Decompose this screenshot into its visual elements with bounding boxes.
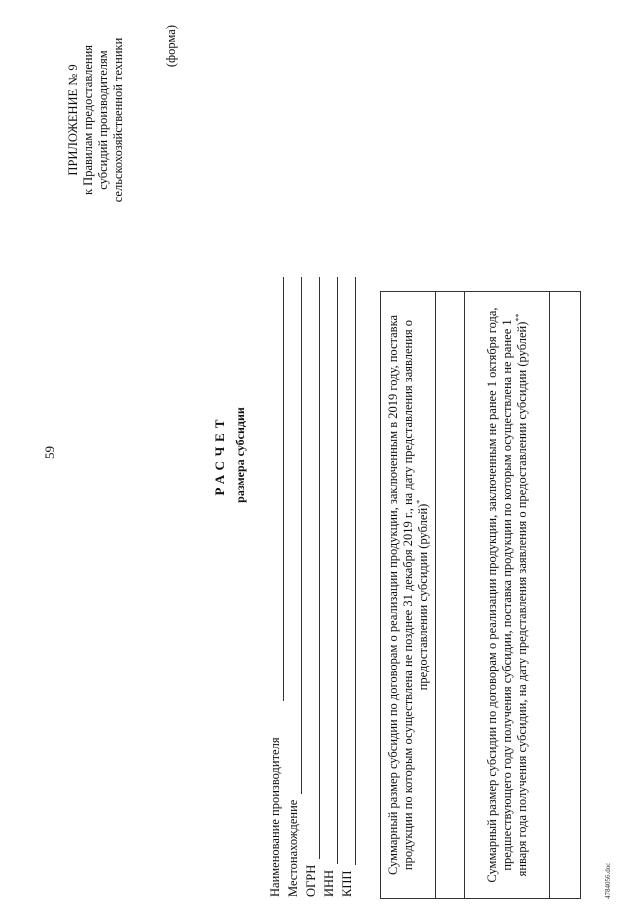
field-label: Местонахождение <box>286 799 300 897</box>
document-file-reference: 4784056.doc <box>604 862 612 899</box>
table-cell-description <box>381 292 436 899</box>
appendix-line: сельскохозяйственной техники <box>111 37 125 203</box>
document-title: РАСЧЕТ <box>212 414 227 496</box>
footnote-mark: * <box>414 499 424 504</box>
form-label: (форма) <box>164 25 178 68</box>
field-label: ИНН <box>322 869 336 897</box>
field-label: КПП <box>340 870 354 897</box>
field-producer-name <box>266 277 284 897</box>
subsidy-table <box>380 291 581 899</box>
field-label: ОГРН <box>304 864 318 897</box>
page-number: 59 <box>42 446 57 459</box>
table-cell-value[interactable] <box>550 292 581 899</box>
table-cell-description <box>465 292 550 899</box>
field-inn <box>320 277 338 897</box>
table-row <box>436 292 465 899</box>
table-row <box>381 292 436 899</box>
field-kpp <box>338 277 356 897</box>
field-label: Наименование производителя <box>268 737 282 897</box>
appendix-line: к Правилам предоставления <box>81 44 95 196</box>
field-ogrn <box>302 277 320 897</box>
table-row <box>465 292 550 899</box>
row2-text: Суммарный размер субсидии по договорам о реализации продукции, заключенным не ранее 1 октября года, предшествующего году получения субсидии, поставка продукции по которым осуществлена не ранее 1 января года получения субсидии, на дату представления заявления о предоставлении субсидии (рублей) <box>484 307 529 883</box>
footnote-mark: ** <box>513 313 523 322</box>
appendix-header <box>66 0 126 245</box>
table-cell-value[interactable] <box>436 292 465 899</box>
producer-fields <box>266 277 356 897</box>
row1-text: Суммарный размер субсидии по договорам о реализации продукции, заключенным в 2019 году, поставка продукции по которым осуществлена не позднее 31 декабря 2019 г., на дату представления заявления о предоставлении субсидии (рублей) <box>385 315 430 875</box>
ogrn-fill-line[interactable] <box>305 277 320 859</box>
appendix-line: субсидий производителям <box>96 50 110 190</box>
document-subtitle: размера субсидии <box>233 407 247 503</box>
producer-name-fill-line[interactable] <box>269 277 284 701</box>
appendix-title: ПРИЛОЖЕНИЕ № 9 <box>66 64 80 176</box>
field-location <box>284 277 302 897</box>
kpp-fill-line[interactable] <box>341 277 356 865</box>
inn-fill-line[interactable] <box>323 277 338 864</box>
table-row <box>550 292 581 899</box>
location-fill-line[interactable] <box>287 277 302 794</box>
